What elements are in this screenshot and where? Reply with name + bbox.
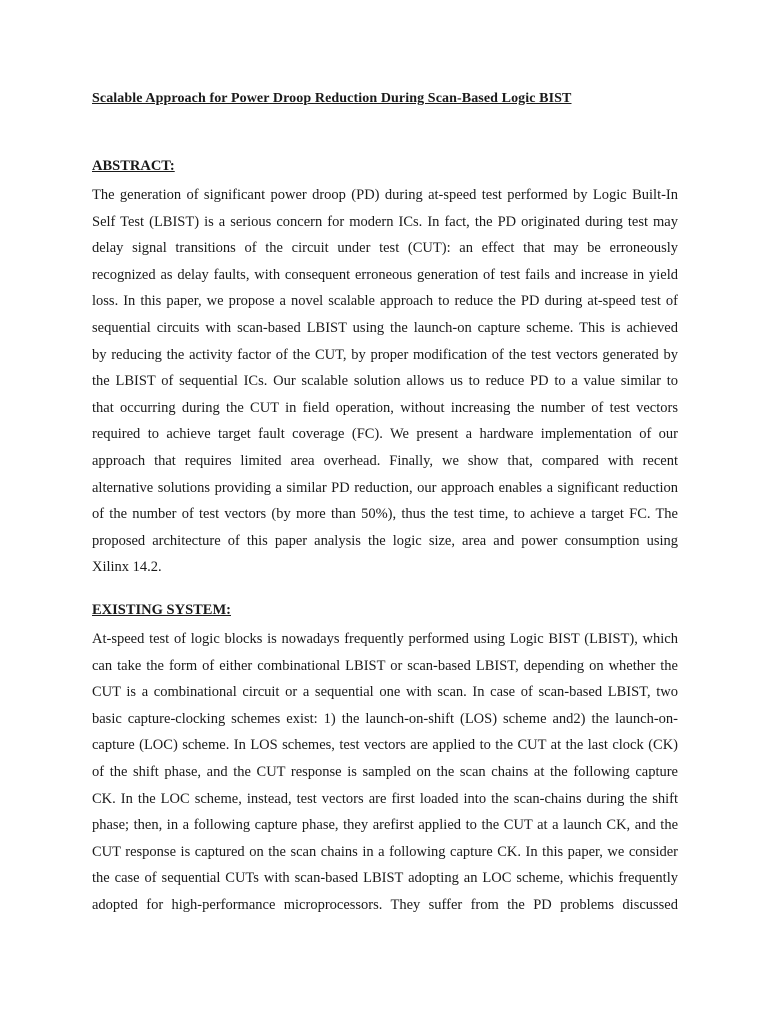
- existing-system-line: of the shift phase, and the CUT response is sampled on the scan chains at the following capture: [92, 763, 678, 780]
- abstract-line: the LBIST of sequential ICs. Our scalable solution allows us to reduce PD to a value similar to: [92, 373, 678, 390]
- abstract-line: loss. In this paper, we propose a novel scalable approach to reduce the PD during at-speed test of: [92, 293, 678, 310]
- abstract-line: proposed architecture of this paper analysis the logic size, area and power consumption using: [92, 532, 678, 549]
- abstract-heading: ABSTRACT:: [92, 158, 175, 174]
- existing-system-line: the case of sequential CUTs with scan-based LBIST adopting an LOC scheme, whichis frequently: [92, 870, 678, 887]
- abstract-line: recognized as delay faults, with consequent erroneous generation of test fails and increase in yield: [92, 266, 678, 283]
- abstract-line: approach that requires limited area overhead. Finally, we show that, compared with recent: [92, 452, 678, 469]
- abstract-line: required to achieve target fault coverage (FC). We present a hardware implementation of our: [92, 426, 678, 443]
- abstract-line: sequential circuits with scan-based LBIST using the launch-on capture scheme. This is achieved: [92, 319, 678, 336]
- existing-system-line: CK. In the LOC scheme, instead, test vectors are first loaded into the scan-chains during the shift: [92, 790, 678, 807]
- abstract-line: Xilinx 14.2.: [92, 559, 162, 576]
- existing-system-line: capture (LOC) scheme. In LOS schemes, test vectors are applied to the CUT at the last clock (CK): [92, 737, 678, 754]
- abstract-line: delay signal transitions of the circuit under test (CUT): an effect that may be erroneously: [92, 240, 678, 257]
- abstract-body: [92, 182, 678, 581]
- existing-system-line: can take the form of either combinational LBIST or scan-based LBIST, depending on whether the: [92, 657, 678, 674]
- existing-system-heading: EXISTING SYSTEM:: [92, 602, 231, 618]
- existing-system-line: CUT response is captured on the scan chains in a following capture CK. In this paper, we consider: [92, 843, 678, 860]
- existing-system-body: [92, 626, 678, 919]
- abstract-line: of the number of test vectors (by more than 50%), thus the test time, to achieve a target FC. The: [92, 506, 678, 523]
- document-title: Scalable Approach for Power Droop Reduction During Scan-Based Logic BIST: [92, 91, 572, 106]
- existing-system-line: adopted for high-performance microprocessors. They suffer from the PD problems discussed: [92, 896, 678, 913]
- abstract-line: Self Test (LBIST) is a serious concern for modern ICs. In fact, the PD originated during test may: [92, 213, 678, 230]
- abstract-line: The generation of significant power droop (PD) during at-speed test performed by Logic Built-In: [92, 187, 678, 203]
- existing-system-line: basic capture-clocking schemes exist: 1) the launch-on-shift (LOS) scheme and2) the launch-on-: [92, 710, 678, 727]
- abstract-line: alternative solutions providing a similar PD reduction, our approach enables a significant reduction: [92, 479, 678, 496]
- abstract-line: by reducing the activity factor of the CUT, by proper modification of the test vectors generated by: [92, 346, 678, 363]
- existing-system-line: phase; then, in a following capture phase, they arefirst applied to the CUT at a launch CK, and the: [92, 817, 678, 834]
- existing-system-line: CUT is a combinational circuit or a sequential one with scan. In case of scan-based LBIST, two: [92, 684, 678, 701]
- existing-system-line: At-speed test of logic blocks is nowadays frequently performed using Logic BIST (LBIST), which: [92, 631, 678, 647]
- abstract-line: that occurring during the CUT in field operation, without increasing the number of test vectors: [92, 399, 678, 416]
